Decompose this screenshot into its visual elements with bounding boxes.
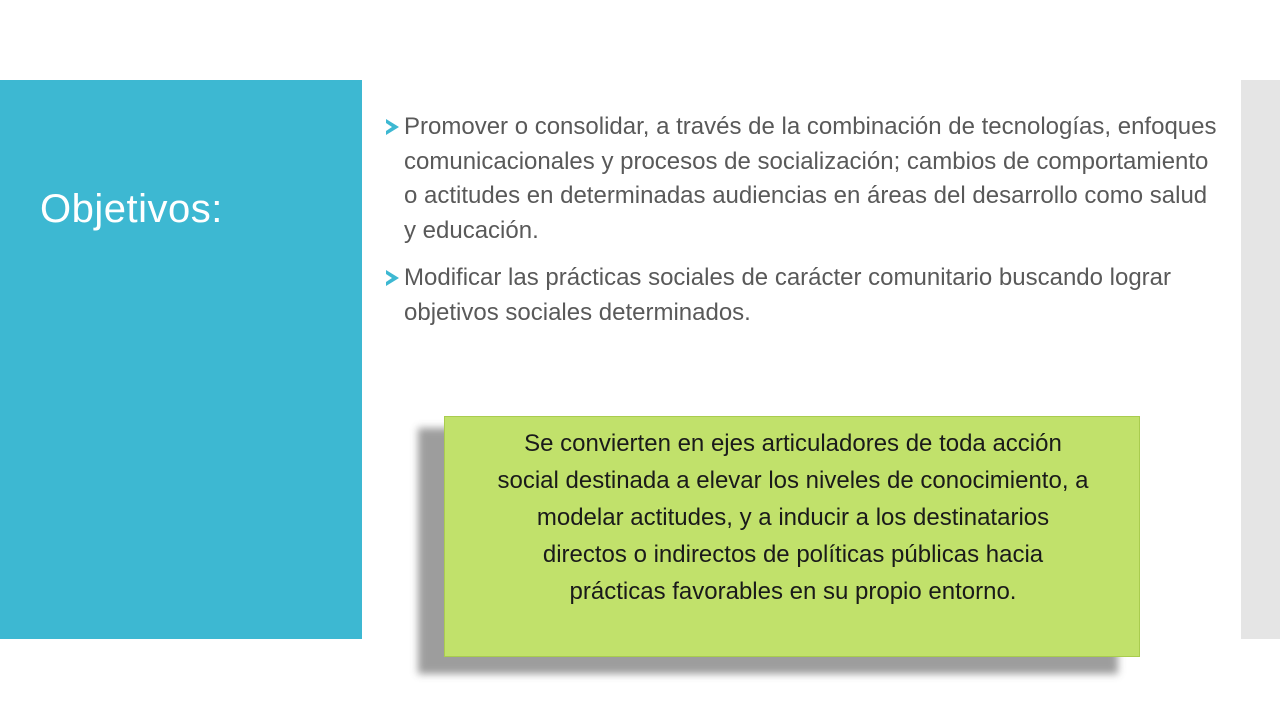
bullet-list	[384, 110, 1224, 343]
side-bar	[1241, 80, 1280, 639]
callout-box	[444, 416, 1140, 657]
bullet-item	[384, 261, 1224, 330]
title-panel	[0, 80, 362, 639]
arrow-bullet-icon	[386, 119, 399, 135]
callout-text: Se convierten en ejes articuladores de toda acción social destinada a elevar los niveles de conocimiento, a modelar actitudes, y a inducir a los destinatarios directos o indirectos de políticas públicas hacia prácticas favorables en su propio entorno.	[497, 430, 1089, 605]
slide-title: Objetivos:	[40, 187, 223, 231]
bullet-text: Modificar las prácticas sociales de carácter comunitario buscando lograr objetivos sociales determinados.	[404, 264, 1172, 326]
bullet-text: Promover o consolidar, a través de la combinación de tecnologías, enfoques comunicacionales y procesos de socialización; cambios de comportamiento o actitudes en determinadas audiencias en áreas del desarrollo como salud y educación.	[404, 113, 1217, 244]
arrow-bullet-icon	[386, 270, 399, 286]
bullet-item	[384, 110, 1224, 248]
